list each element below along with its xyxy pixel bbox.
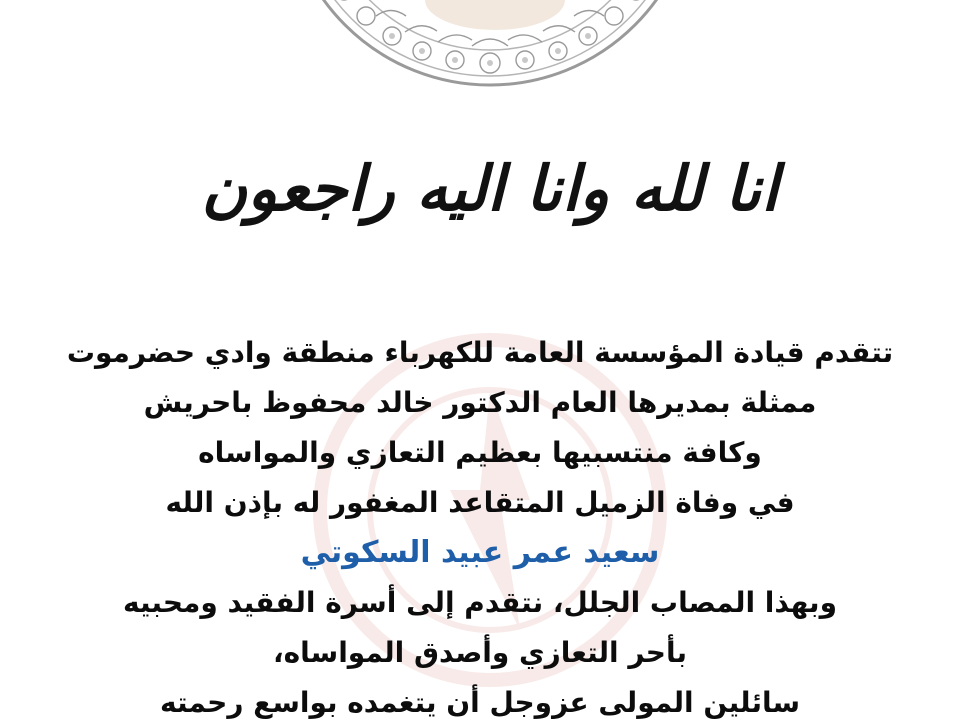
message-line-3: وكافة منتسبيها بعظيم التعازي والمواساه xyxy=(198,436,762,469)
condolence-message xyxy=(60,328,900,720)
islamic-ornament-frame-icon xyxy=(280,0,700,90)
closing-line-1: وبهذا المصاب الجلل، نتقدم إلى أسرة الفقيد ومحبيه xyxy=(123,586,837,619)
message-line-2: ممثلة بمديرها العام الدكتور خالد محفوظ باحريش xyxy=(143,386,817,419)
deceased-name: سعيد عمر عبيد السكوتي xyxy=(300,535,660,570)
closing-line-2: بأحر التعازي وأصدق المواساه، xyxy=(272,636,688,669)
message-line-1: تتقدم قيادة المؤسسة العامة للكهرباء منطقة وادي حضرموت xyxy=(66,336,894,369)
closing-line-3: سائلين المولى عزوجل أن يتغمده بواسع رحمته xyxy=(159,686,801,719)
message-line-4: في وفاة الزميل المتقاعد المغفور له بإذن الله xyxy=(165,486,795,519)
quranic-verse-heading: انا لله وانا اليه راجعون xyxy=(201,151,779,225)
